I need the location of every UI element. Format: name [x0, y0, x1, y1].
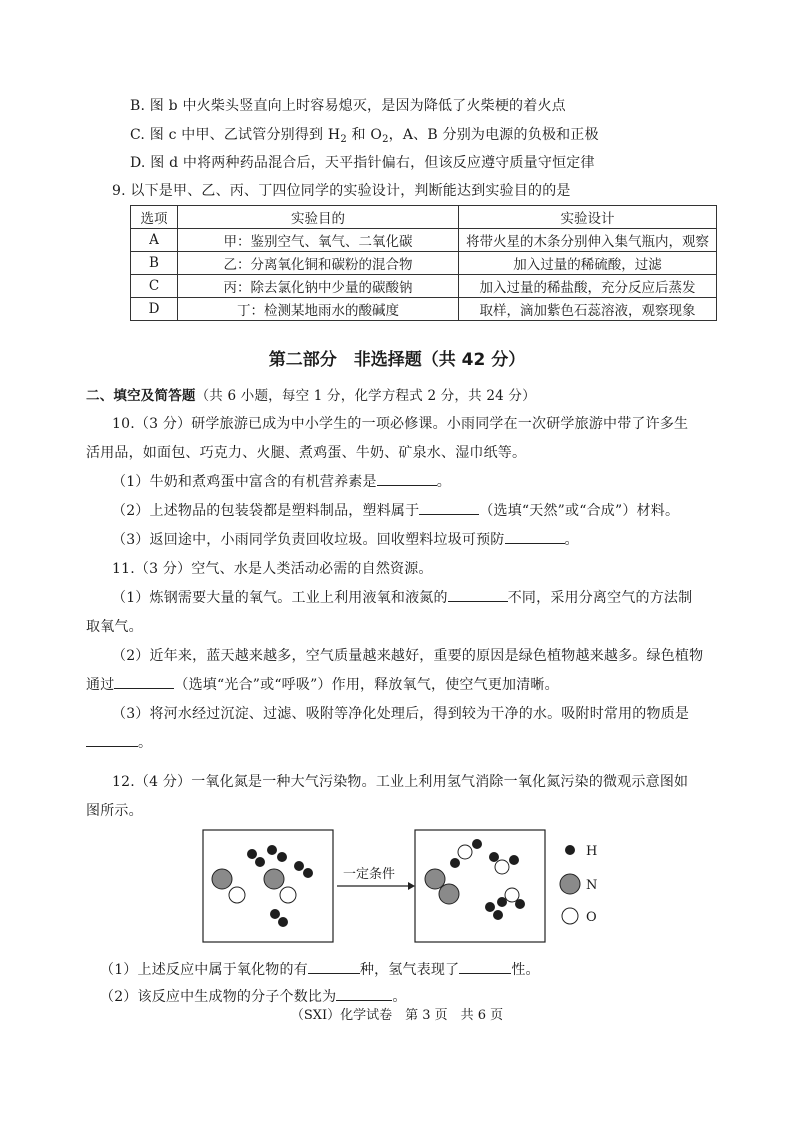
q11-part2-line1: （2）近年来，蓝天越来越多，空气质量越来越好，重要的原因是绿色植物越来越多。绿色植物 — [112, 648, 704, 664]
q11-part3-line1: （3）将河水经过沉淀、过滤、吸附等净化处理后，得到较为干净的水。吸附时常用的物质是 — [112, 706, 690, 722]
q12-part2-end: 。 — [392, 989, 407, 1005]
table-cell: 丁：检测某地雨水的酸碱度 — [178, 298, 459, 321]
answer-blank[interactable] — [114, 674, 174, 689]
o-atom — [280, 887, 296, 903]
q10-part3-text: （3）返回途中，小雨同学负责回收垃圾。回收塑料垃圾可预防 — [112, 532, 505, 548]
table-cell: B — [131, 252, 178, 275]
q10-part3-end: 。 — [564, 532, 579, 548]
section-note: （共 6 小题，每空 1 分，化学方程式 2 分，共 24 分） — [195, 388, 536, 404]
h-atom — [515, 899, 525, 909]
answer-blank[interactable] — [419, 500, 479, 515]
q9-stem: 9. 以下是甲、乙、丙、丁四位同学的实验设计，判断能达到实验目的的是 — [112, 183, 571, 199]
o-atom — [505, 888, 519, 902]
page-footer: （SXI）化学试卷 第 3 页 共 6 页 — [290, 1008, 504, 1023]
table-row — [131, 298, 717, 321]
q10-stem-line2: 活用品，如面包、巧克力、火腿、煮鸡蛋、牛奶、矿泉水、湿巾纸等。 — [86, 445, 527, 461]
n-atom — [425, 869, 445, 889]
table-cell: 加入过量的稀硫酸，过滤 — [459, 252, 717, 275]
legend-h-label: H — [586, 844, 598, 859]
q11-part3-end: 。 — [138, 735, 153, 751]
q8-option-c-post: ，A、B 分别为电源的负极和正极 — [388, 127, 599, 143]
q10-part1 — [112, 471, 451, 491]
q10-stem-line1: 10.（3 分）研学旅游已成为中小学生的一项必修课。小雨同学在一次研学旅游中带了许多生 — [112, 416, 689, 432]
part2-title: 第二部分 非选择题（共 42 分） — [268, 350, 526, 370]
arrow-label: 一定条件 — [343, 867, 396, 882]
table-cell: 将带火星的木条分别伸入集气瓶内，观察 — [459, 229, 717, 252]
h-atom — [278, 917, 288, 927]
q12-part2 — [100, 986, 407, 1006]
q8-option-c — [130, 124, 599, 145]
q11-part2 — [86, 674, 559, 694]
table-cell: 加入过量的稀盐酸，充分反应后蒸发 — [459, 275, 717, 298]
h-atom — [267, 845, 277, 855]
legend-n-atom — [560, 874, 580, 894]
h-atom — [255, 857, 265, 867]
legend-o-atom — [562, 908, 578, 924]
n-atom — [264, 869, 284, 889]
q12-part1-end: 性。 — [511, 962, 540, 978]
arrow-head — [408, 882, 415, 890]
answer-blank[interactable] — [308, 959, 360, 974]
section-heading — [86, 384, 536, 404]
h-atom — [509, 855, 519, 865]
q11-part2-end: （选填“光合”或“呼吸”）作用，释放氧气，使空气更加清晰。 — [174, 677, 559, 693]
q10-part1-end: 。 — [436, 474, 451, 490]
table-row — [131, 275, 717, 298]
table-header: 实验目的 — [178, 206, 459, 229]
subscript: 2 — [340, 134, 347, 145]
h-atom — [497, 897, 507, 907]
h-atom — [303, 868, 313, 878]
q10-part1-text: （1）牛奶和煮鸡蛋中富含的有机营养素是 — [112, 474, 377, 490]
q8-option-b: B. 图 b 中火柴头竖直向上时容易熄灭，是因为降低了火柴梗的着火点 — [130, 98, 566, 114]
h-atom — [294, 861, 304, 871]
table-cell: A — [131, 229, 178, 252]
legend-o-label: O — [586, 910, 597, 925]
table-row — [131, 229, 717, 252]
table-header: 实验设计 — [459, 206, 717, 229]
q11-part3 — [86, 732, 152, 752]
table-cell: C — [131, 275, 178, 298]
q12-part2-text: （2）该反应中生成物的分子个数比为 — [100, 989, 337, 1005]
h-atom — [489, 852, 499, 862]
h-atom — [450, 858, 460, 868]
h-atom — [247, 849, 257, 859]
legend-n-label: N — [586, 878, 598, 893]
answer-blank[interactable] — [459, 959, 511, 974]
q8-option-c-pre: C. 图 c 中甲、乙试管分别得到 H — [130, 127, 341, 143]
q12-part1-text: （1）上述反应中属于氧化物的有 — [100, 962, 308, 978]
q11-stem: 11.（3 分）空气、水是人类活动必需的自然资源。 — [112, 561, 433, 577]
h-atom — [485, 902, 495, 912]
legend-h-atom — [565, 845, 575, 855]
q10-part2-end: （选填“天然”或“合成”）材料。 — [479, 503, 680, 519]
q8-option-d: D. 图 d 中将两种药品混合后，天平指针偏右，但该反应遵守质量守恒定律 — [130, 155, 595, 171]
reaction-diagram — [0, 822, 794, 952]
table-cell: D — [131, 298, 178, 321]
answer-blank[interactable] — [505, 529, 565, 544]
q10-part2 — [112, 500, 679, 520]
q10-part2-text: （2）上述物品的包装袋都是塑料制品，塑料属于 — [112, 503, 420, 519]
answer-blank[interactable] — [377, 471, 437, 486]
q12-stem-line1: 12.（4 分）一氧化氮是一种大气污染物。工业上利用氢气消除一氧化氮污染的微观示意图如 — [112, 774, 689, 790]
q11-part2-text: 通过 — [86, 677, 115, 693]
table-cell: 乙：分离氧化铜和碳粉的混合物 — [178, 252, 459, 275]
q11-part1 — [112, 587, 692, 607]
table-row — [131, 252, 717, 275]
q8-option-c-mid: 和 O — [346, 127, 383, 143]
answer-blank[interactable] — [336, 986, 392, 1001]
q12-stem-line2: 图所示。 — [86, 803, 143, 819]
q12-part1-mid: 种，氢气表现了 — [359, 962, 460, 978]
q10-part3 — [112, 529, 579, 549]
q11-part1-line2: 取氧气。 — [86, 619, 143, 635]
q11-part1-end: 不同，采用分离空气的方法制 — [507, 590, 693, 606]
o-atom — [458, 845, 472, 859]
h-atom — [270, 909, 280, 919]
subscript: 2 — [382, 134, 389, 145]
answer-blank[interactable] — [448, 587, 508, 602]
q9-table — [130, 205, 717, 321]
table-header: 选项 — [131, 206, 178, 229]
table-cell: 取样，滴加紫色石蕊溶液，观察现象 — [459, 298, 717, 321]
h-atom — [472, 839, 482, 849]
n-atom — [439, 884, 459, 904]
q11-part1-text: （1）炼钢需要大量的氧气。工业上利用液氧和液氮的 — [112, 590, 448, 606]
n-atom — [212, 869, 232, 889]
answer-blank[interactable] — [86, 732, 138, 747]
o-atom — [229, 887, 245, 903]
h-atom — [277, 852, 287, 862]
section-head-label: 二、填空及简答题 — [86, 388, 196, 404]
table-header-row — [131, 206, 717, 229]
o-atom — [495, 860, 509, 874]
h-atom — [493, 910, 503, 920]
q12-part1 — [100, 959, 540, 979]
table-cell: 甲：鉴别空气、氧气、二氧化碳 — [178, 229, 459, 252]
table-cell: 丙：除去氯化钠中少量的碳酸钠 — [178, 275, 459, 298]
